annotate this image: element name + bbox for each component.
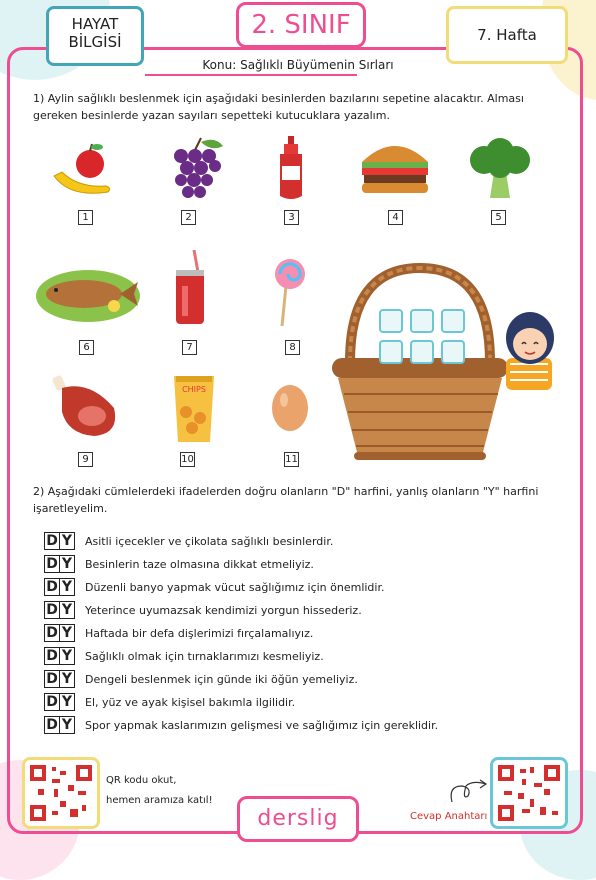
food-number-5: 5 xyxy=(491,210,506,225)
statement-1: Asitli içecekler ve çikolata sağlıklı besinlerdir. xyxy=(85,535,334,548)
d-option[interactable]: D xyxy=(44,601,60,619)
dy-choice-4[interactable] xyxy=(44,601,75,621)
grade-box xyxy=(236,2,366,48)
question-1-text: 1) Aylin sağlıklı beslenmek için aşağıdaki besinlerden bazılarını sepetine alacaktır. Alması gereken besinlerde yazan sayıları sepetteki kutucuklara yazalım. xyxy=(33,92,524,122)
answer-box-6[interactable] xyxy=(441,340,465,364)
d-option[interactable]: D xyxy=(44,693,60,711)
apple-banana-icon xyxy=(50,142,114,200)
food-number-9: 9 xyxy=(78,452,93,467)
qr-code-right[interactable] xyxy=(490,757,568,829)
answer-box-1[interactable] xyxy=(379,309,403,333)
statement-7: Dengeli beslenmek için günde iki öğün yemeliyiz. xyxy=(85,673,358,686)
subject-line2: BİLGİSİ xyxy=(68,33,122,51)
meat-icon xyxy=(50,374,122,440)
food-number-6: 6 xyxy=(79,340,94,355)
girl-character-icon xyxy=(500,310,560,390)
statement-6: Sağlıklı olmak için tırnaklarımızı kesmeliyiz. xyxy=(85,650,324,663)
dy-choice-1[interactable] xyxy=(44,532,75,552)
food-number-1: 1 xyxy=(78,210,93,225)
qr-pattern-icon xyxy=(30,765,92,821)
week-box xyxy=(446,6,568,64)
dy-choice-7[interactable] xyxy=(44,670,75,690)
d-option[interactable]: D xyxy=(44,670,60,688)
brand-box xyxy=(237,796,359,842)
statement-3: Düzenli banyo yapmak vücut sağlığımız için önemlidir. xyxy=(85,581,385,594)
y-option[interactable]: Y xyxy=(59,693,75,711)
y-option[interactable]: Y xyxy=(59,578,75,596)
answer-box-2[interactable] xyxy=(410,309,434,333)
y-option[interactable]: Y xyxy=(59,647,75,665)
chips-icon xyxy=(170,374,218,444)
topic-underline xyxy=(145,74,357,76)
dy-choice-6[interactable] xyxy=(44,647,75,667)
question-2-text: 2) Aşağıdaki cümlelerdeki ifadelerden doğru olanların "D" harfini, yanlış olanların "Y" harfini işaretleyelim. xyxy=(33,485,539,515)
topic-title: Konu: Sağlıklı Büyümenin Sırları xyxy=(202,58,394,72)
food-number-4: 4 xyxy=(388,210,403,225)
y-option[interactable]: Y xyxy=(59,601,75,619)
food-number-10: 10 xyxy=(181,454,194,465)
food-number-7: 7 xyxy=(182,340,197,355)
dy-choice-5[interactable] xyxy=(44,624,75,644)
dy-choice-2[interactable] xyxy=(44,555,75,575)
answer-box-5[interactable] xyxy=(410,340,434,364)
statement-4: Yeterince uyumazsak kendimizi yorgun hissederiz. xyxy=(85,604,362,617)
fish-icon xyxy=(34,262,142,324)
d-option[interactable]: D xyxy=(44,647,60,665)
grade-label: 2. SINIF xyxy=(251,10,351,40)
statement-8: El, yüz ve ayak kişisel bakımla ilgilidir. xyxy=(85,696,296,709)
food-number-3: 3 xyxy=(284,210,299,225)
arrow-icon xyxy=(446,778,490,806)
d-option[interactable]: D xyxy=(44,532,60,550)
d-option[interactable]: D xyxy=(44,555,60,573)
y-option[interactable]: Y xyxy=(59,716,75,734)
y-option[interactable]: Y xyxy=(59,670,75,688)
d-option[interactable]: D xyxy=(44,578,60,596)
food-number-11: 11 xyxy=(285,454,298,465)
hamburger-icon xyxy=(358,138,432,196)
dy-choice-8[interactable] xyxy=(44,693,75,713)
food-number-2: 2 xyxy=(181,210,196,225)
week-label: 7. Hafta xyxy=(477,26,537,44)
dy-choice-3[interactable] xyxy=(44,578,75,598)
qr-pattern-icon xyxy=(498,765,560,821)
food-number-8: 8 xyxy=(285,340,300,355)
y-option[interactable]: Y xyxy=(59,555,75,573)
subject-line1: HAYAT xyxy=(71,15,119,33)
qr-line-2: hemen aramıza katıl! xyxy=(106,795,213,806)
statement-5: Haftada bir defa dişlerimizi fırçalamalıyız. xyxy=(85,627,314,640)
d-option[interactable]: D xyxy=(44,716,60,734)
egg-icon xyxy=(270,380,310,432)
ketchup-icon xyxy=(276,136,306,202)
answer-key-label: Cevap Anahtarı xyxy=(410,811,488,822)
answer-box-4[interactable] xyxy=(379,340,403,364)
statement-2: Besinlerin taze olmasına dikkat etmeliyiz. xyxy=(85,558,314,571)
answer-box-3[interactable] xyxy=(441,309,465,333)
y-option[interactable]: Y xyxy=(59,624,75,642)
grapes-icon xyxy=(165,136,229,202)
qr-line-1: QR kodu okut, xyxy=(106,775,177,786)
brand-logo: derslig xyxy=(257,806,339,831)
qr-code-left[interactable] xyxy=(22,757,100,829)
subject-box xyxy=(46,6,144,66)
d-option[interactable]: D xyxy=(44,624,60,642)
dy-choice-9[interactable] xyxy=(44,716,75,736)
broccoli-icon xyxy=(466,136,534,200)
lollipop-icon xyxy=(270,258,310,328)
soda-can-icon xyxy=(172,250,208,326)
statement-9: Spor yapmak kaslarımızın gelişmesi ve sağlığımız için gereklidir. xyxy=(85,719,439,732)
y-option[interactable]: Y xyxy=(59,532,75,550)
chips-brand: CHIPS xyxy=(182,385,206,394)
